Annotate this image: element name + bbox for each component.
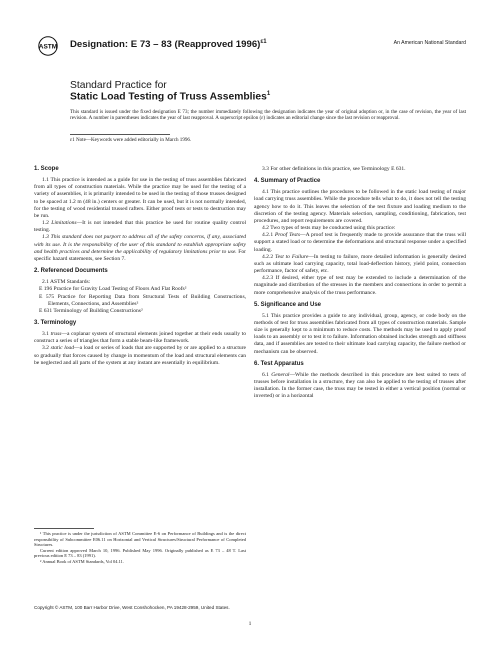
right-column (254, 166, 466, 401)
footnote-rule (34, 528, 94, 529)
title-line1: Standard Practice for (70, 80, 167, 91)
designation: Designation: E 73 – 83 (Reapproved 1996)$^{\varepsilon 1}$ (70, 39, 267, 51)
section-heading: 1. Scope (34, 166, 59, 172)
footnotes (34, 531, 246, 565)
section-heading: 5. Significance and Use (254, 301, 322, 308)
footnote: Current edition approved March 10, 1996. Published May 1996. Originally published as E 73 – 48 T. Last previous edition E 73 – 83 (1991). (34, 547, 246, 559)
section-heading: 2. Referenced Documents (34, 268, 108, 275)
svg-text:ASTM: ASTM (38, 43, 58, 51)
section-heading: 4. Summary of Practice (254, 178, 321, 185)
paragraph: 4.2.3 If desired, either type of test may be extended to include a determination of the magnitude and distribution of the stresses in the members and connections in order to permit a more comprehensive analysis of the truss performance. (254, 275, 466, 296)
reference-item: E 196 Practice for Gravity Load Testing of Floors And Flat Roofs² (39, 286, 187, 293)
paragraph: 4.1 This practice outlines the procedures to be followed in the static load testing of major load carrying truss assemblies. While the procedure tells what to do, it does not tell the testing agency how to do it. This leaves the selection of the test fixture and loading medium to the discretion of the testing agency. Materials selection, sampling, conditioning, fabrication, test procedures, and report requirements are covered. (254, 189, 466, 224)
reference-item: E 575 Practice for Reporting Data from Structural Tests of Building Constructions, Elements, Connections, and Assemblies² (39, 293, 246, 307)
astm-logo (34, 36, 62, 56)
reference-item: E 631 Terminology of Building Constructions² (39, 307, 143, 314)
paragraph: 1.3 This standard does not purport to address all of the safety concerns, if any, associated with its use. It is the responsibility of the user of this standard to establish appropriate safety and health practices and determine the applicability of regulatory limitations prior to use. For specific hazard statements, see Section 7. (34, 234, 247, 262)
paragraph: 1.2 Limitations—It is not intended that this practice be used for routine quality control testing. (34, 220, 247, 234)
paragraph: 4.2.2 Test to Failure—In testing to failure, more detailed information is generally desired such as ultimate load carrying capacity, total load-deflection history, yield point, connection performance, factor of safety, etc. (254, 253, 466, 275)
section-heading: 6. Test Apparatus (254, 360, 304, 367)
footnote: ² Annual Book of ASTM Standards, Vol 04.11. (40, 558, 125, 564)
copyright: Copyright © ASTM, 100 Barr Harbor Drive, West Conshohocken, PA 19428-2959, United States. (34, 605, 230, 610)
paragraph: 6.1 General—While the methods described in this procedure are best suited to tests of trusses before installation in a structure, they can also be applied to the testing of trusses after installation. In the former case, the truss may be tested in either a vertical position (normal or inverted) or in a horizontal (254, 371, 466, 400)
paragraph: 3.3 For other definitions in this practice, see Terminology E 631. (262, 166, 406, 172)
footnote: ¹ This practice is under the jurisdiction of ASTM Committee E-6 on Performance of Buildings and is the direct responsibility of Subcommittee E06.11 on Horizontal and Vertical Structures/Structural Performance of Completed Structures. (34, 531, 246, 548)
title-line2: Static Load Testing of Truss Assemblies$^1$ (70, 91, 271, 103)
paragraph: 3.1 truss—a coplanar system of structural elements joined together at their ends usually to construct a series of triangles that form a stable beam-like framework. (34, 331, 246, 345)
issued-note: This standard is issued under the fixed designation E 73; the number immediately following the designation indicates the year of original adoption or, in the case of revision, the year of last revision. A number in parentheses indicates the year of last reapproval. A superscript epsilon (ε) indicates an editorial change since the last revision or reapproval. (70, 109, 466, 122)
page-number: 1 (248, 621, 252, 627)
left-column (34, 166, 246, 367)
standard-org: An American National Standard (393, 40, 466, 46)
paragraph: 4.2 Two types of tests may be conducted using this practice: (262, 225, 396, 232)
paragraph: 1.1 This practice is intended as a guide for use in the testing of truss assemblies fabricated from all types of construction materials. While the practice may be used for the testing of a variety of assemblies, it is primarily intended to be used in the testing of those trusses designed to be spaced at 1.2 m (48 in.) centers or greater. It can be used, but it is not normally intended, for the testing of wood residential trussed rafters. Either proof tests or tests to destruction may be run. (34, 177, 246, 219)
editorial-rule (70, 134, 170, 135)
paragraph: 3.2 static load—a load or series of loads that are supported by or are applied to a structure so gradually that forces caused by change in momentum of the load and structural elements can be neglected and all parts of the system at any instant are essentially in equilibrium. (34, 345, 247, 366)
editorial-note: ε1 Note—Keywords were added editorially in March 1996. (70, 137, 192, 143)
paragraph: 2.1 ASTM Standards: (42, 279, 91, 286)
paragraph: 4.2.1 Proof Tests—A proof test is frequently made to provide assurance that the truss will support a stated load or to determine the deformations and structural response under a specified loading. (254, 232, 466, 253)
document-header (34, 34, 466, 60)
section-heading: 3. Terminology (34, 319, 77, 326)
paragraph: 5.1 This practice provides a guide to any individual, group, agency, or code body on the methods of test for truss assemblies fabricated from all types of construction materials. Sample size is generally kept to a minimum to reduce costs. The methods may be used to apply proof loads to an assembly or to test it to failure. Information obtained includes strength and stiffness data, and if assemblies are tested to their ultimate load carrying capacity, the failure method or mechanism can be observed. (254, 312, 466, 355)
